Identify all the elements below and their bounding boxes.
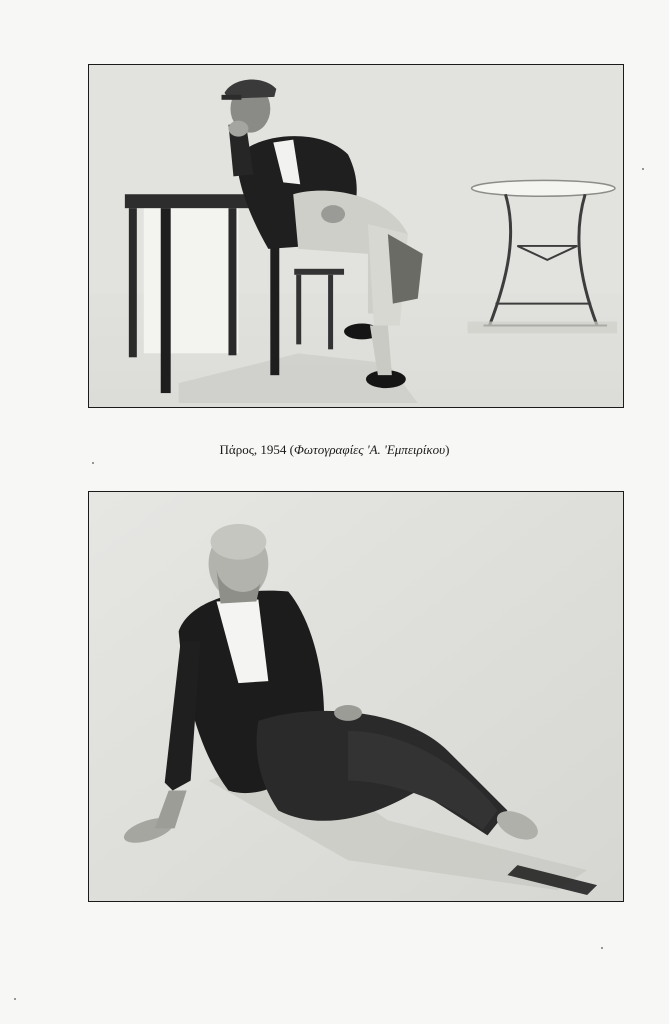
photo-bottom-image (89, 492, 623, 901)
page-speck (92, 462, 94, 464)
photo-top-image (89, 65, 623, 407)
caption-credit: Φωτογραφίες 'Α. 'Εμπειρίκου (293, 442, 446, 457)
caption-place-date: Πάρος, 1954 (219, 442, 287, 457)
caption-paren-open: ( (286, 442, 294, 457)
page-speck (14, 998, 16, 1000)
page-speck (601, 947, 603, 949)
caption-paren-close: ) (445, 442, 450, 457)
photo-caption (0, 442, 669, 458)
page-speck (642, 168, 644, 170)
photo-top (88, 64, 624, 408)
photo-bottom (88, 491, 624, 902)
